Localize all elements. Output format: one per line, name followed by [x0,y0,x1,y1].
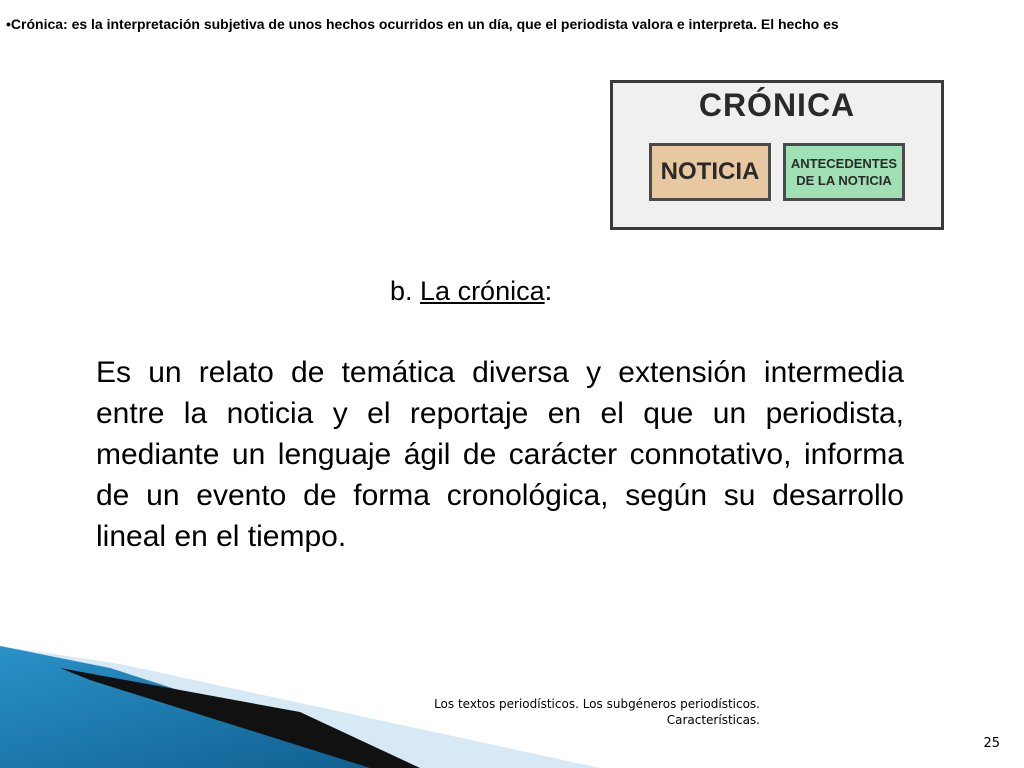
definition-paragraph: Es un relato de temática diversa y extensión intermedia entre la noticia y el reportaje en el que un periodista, mediante un lenguaje ágil de carácter connotativo, informa de un evento de forma cronológica, según su desarrollo lineal en el tiempo. [96,356,904,553]
footer-line-2: Características. [666,713,760,727]
heading-prefix: b. [390,276,421,306]
noticia-box: NOTICIA [649,143,771,201]
footer-text [370,696,760,728]
antecedentes-box: ANTECEDENTES DE LA NOTICIA [783,143,905,201]
cronica-diagram [610,80,944,230]
top-note: •Crónica: es la interpretación subjetiva de unos hechos ocurridos en un día, que el periodista valora e interpreta. El hecho es [6,16,839,32]
heading-title: La crónica [420,276,545,306]
page-number: 25 [983,736,1000,751]
footer-line-1: Los textos periodísticos. Los subgéneros periodísticos. [434,697,760,711]
heading-suffix: : [544,276,553,306]
diagram-title: CRÓNICA [698,87,856,123]
section-heading [390,276,552,307]
